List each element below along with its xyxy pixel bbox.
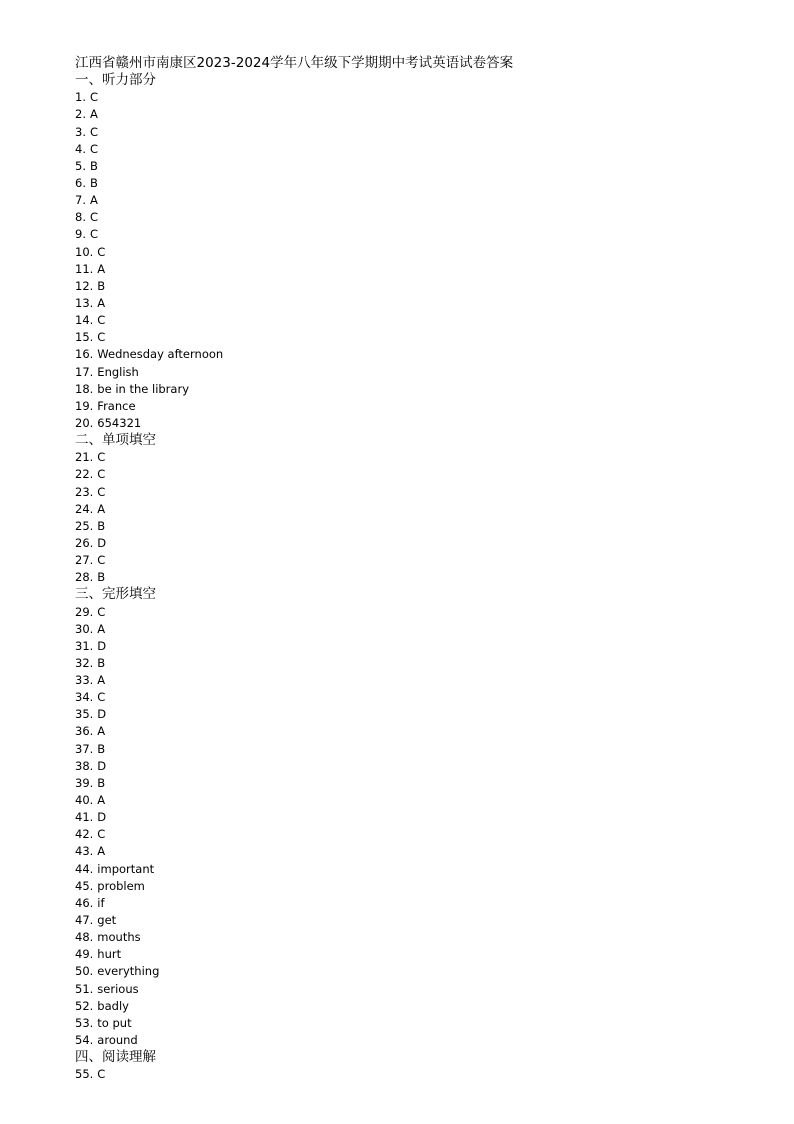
question-number: 10. (75, 244, 94, 259)
question-number: 52. (75, 998, 94, 1013)
question-number: 38. (75, 758, 94, 773)
document-title: 江西省赣州市南康区2023-2024学年八年级下学期期中考试英语试卷答案 (75, 55, 514, 71)
question-number: 22. (75, 467, 94, 482)
answer-text: D (97, 535, 107, 550)
answer-text: C (97, 450, 106, 465)
question-number: 9. (75, 227, 86, 242)
answer-text: A (89, 107, 98, 122)
answer-text: C (89, 90, 99, 105)
question-number: 18. (75, 381, 94, 396)
answer-text: A (97, 724, 106, 739)
answer-text: serious (97, 981, 139, 996)
answer-item (75, 706, 755, 723)
answer-item (75, 809, 755, 826)
answer-document (75, 55, 755, 1083)
answer-text: C (97, 330, 106, 345)
answer-item (75, 1066, 755, 1083)
question-number: 29. (75, 604, 94, 619)
question-number: 46. (75, 895, 94, 910)
answer-text: A (97, 844, 106, 859)
question-number: 21. (75, 450, 94, 465)
answer-item (75, 415, 755, 432)
answer-item (75, 244, 755, 261)
answer-text: D (97, 810, 107, 825)
question-number: 1. (75, 90, 86, 105)
answer-text: B (97, 741, 106, 756)
question-number: 40. (75, 793, 94, 808)
answer-item (75, 843, 755, 860)
answer-text: B (97, 518, 106, 533)
section-heading: 四、阅读理解 (75, 1049, 156, 1066)
question-number: 15. (75, 330, 94, 345)
answer-item (75, 723, 755, 740)
answer-text: English (97, 364, 139, 379)
question-number: 44. (75, 861, 94, 876)
question-number: 16. (75, 347, 94, 362)
answer-list (75, 72, 755, 1083)
answer-text: C (97, 1067, 106, 1082)
answer-item (75, 689, 755, 706)
question-number: 53. (75, 1015, 94, 1030)
answer-text: badly (97, 998, 129, 1013)
question-number: 7. (75, 193, 86, 208)
answer-item (75, 364, 755, 381)
answer-item (75, 295, 755, 312)
question-number: 48. (75, 930, 94, 945)
answer-item (75, 569, 755, 586)
answer-text: B (97, 278, 106, 293)
question-number: 43. (75, 844, 94, 859)
answer-text: around (97, 1033, 138, 1048)
answer-text: get (97, 913, 117, 928)
answer-item (75, 655, 755, 672)
answer-text: A (89, 193, 98, 208)
question-number: 11. (75, 261, 94, 276)
answer-text: if (97, 895, 105, 910)
answer-text: D (97, 758, 107, 773)
answer-text: C (97, 467, 106, 482)
answer-text: France (97, 398, 136, 413)
answer-text: C (97, 313, 106, 328)
answer-item (75, 912, 755, 929)
answer-item (75, 261, 755, 278)
answer-item (75, 775, 755, 792)
question-number: 37. (75, 741, 94, 756)
answer-text: A (97, 261, 106, 276)
question-number: 8. (75, 210, 86, 225)
answer-item (75, 141, 755, 158)
question-number: 39. (75, 775, 94, 790)
question-number: 45. (75, 878, 94, 893)
section-heading: 一、听力部分 (75, 72, 156, 89)
answer-text: C (89, 141, 99, 156)
question-number: 42. (75, 827, 94, 842)
section-heading: 二、单项填空 (75, 432, 156, 449)
answer-item (75, 672, 755, 689)
answer-item (75, 621, 755, 638)
answer-item (75, 826, 755, 843)
answer-text: A (97, 793, 106, 808)
question-number: 50. (75, 964, 94, 979)
answer-item (75, 758, 755, 775)
answer-item (75, 998, 755, 1015)
answer-text: B (89, 158, 98, 173)
answer-text: problem (97, 878, 145, 893)
answer-text: C (97, 604, 106, 619)
answer-item (75, 535, 755, 552)
question-number: 33. (75, 673, 94, 688)
answer-item (75, 1015, 755, 1032)
answer-item (75, 1032, 755, 1049)
answer-text: D (97, 638, 107, 653)
question-number: 2. (75, 107, 86, 122)
answer-item (75, 895, 755, 912)
question-number: 34. (75, 690, 94, 705)
question-number: 28. (75, 570, 94, 585)
answer-item (75, 741, 755, 758)
question-number: 3. (75, 124, 86, 139)
answer-item (75, 484, 755, 501)
answer-item (75, 518, 755, 535)
answer-item (75, 175, 755, 192)
question-number: 30. (75, 621, 94, 636)
question-number: 13. (75, 295, 94, 310)
answer-item (75, 226, 755, 243)
answer-text: C (97, 827, 106, 842)
answer-text: A (97, 673, 106, 688)
question-number: 23. (75, 484, 94, 499)
answer-text: C (89, 210, 99, 225)
answer-item (75, 552, 755, 569)
question-number: 6. (75, 175, 86, 190)
question-number: 47. (75, 913, 94, 928)
answer-item (75, 792, 755, 809)
answer-text: C (97, 553, 106, 568)
answer-text: C (97, 244, 106, 259)
answer-text: C (89, 124, 99, 139)
answer-item (75, 381, 755, 398)
answer-text: B (97, 570, 106, 585)
question-number: 26. (75, 535, 94, 550)
answer-text: A (97, 295, 106, 310)
answer-text: hurt (97, 947, 122, 962)
question-number: 36. (75, 724, 94, 739)
answer-item (75, 346, 755, 363)
question-number: 4. (75, 141, 86, 156)
question-number: 27. (75, 553, 94, 568)
answer-text: D (97, 707, 107, 722)
answer-item (75, 946, 755, 963)
question-number: 12. (75, 278, 94, 293)
answer-text: to put (97, 1015, 132, 1030)
answer-item (75, 209, 755, 226)
answer-text: important (97, 861, 155, 876)
question-number: 55. (75, 1067, 94, 1082)
answer-item (75, 466, 755, 483)
section-heading: 三、完形填空 (75, 586, 156, 603)
answer-text: A (97, 501, 106, 516)
answer-text: C (97, 484, 106, 499)
question-number: 51. (75, 981, 94, 996)
answer-item (75, 192, 755, 209)
answer-item (75, 89, 755, 106)
question-number: 31. (75, 638, 94, 653)
question-number: 24. (75, 501, 94, 516)
answer-text: B (89, 175, 98, 190)
question-number: 25. (75, 518, 94, 533)
question-number: 41. (75, 810, 94, 825)
answer-item (75, 106, 755, 123)
answer-text: B (97, 655, 106, 670)
question-number: 5. (75, 158, 86, 173)
answer-text: A (97, 621, 106, 636)
answer-item (75, 158, 755, 175)
answer-item (75, 449, 755, 466)
answer-item (75, 981, 755, 998)
answer-item (75, 638, 755, 655)
question-number: 35. (75, 707, 94, 722)
answer-text: everything (97, 964, 160, 979)
answer-item (75, 278, 755, 295)
question-number: 14. (75, 313, 94, 328)
question-number: 17. (75, 364, 94, 379)
question-number: 19. (75, 398, 94, 413)
question-number: 54. (75, 1033, 94, 1048)
answer-item (75, 604, 755, 621)
question-number: 32. (75, 655, 94, 670)
answer-text: be in the library (97, 381, 189, 396)
answer-item (75, 929, 755, 946)
answer-item (75, 963, 755, 980)
answer-item (75, 329, 755, 346)
answer-item (75, 124, 755, 141)
answer-text: B (97, 775, 106, 790)
answer-text: C (89, 227, 99, 242)
answer-item (75, 501, 755, 518)
answer-item (75, 312, 755, 329)
answer-item (75, 878, 755, 895)
answer-text: Wednesday afternoon (97, 347, 224, 362)
answer-item (75, 398, 755, 415)
question-number: 20. (75, 415, 94, 430)
answer-item (75, 861, 755, 878)
answer-text: C (97, 690, 106, 705)
question-number: 49. (75, 947, 94, 962)
answer-text: 654321 (97, 415, 142, 430)
answer-text: mouths (97, 930, 141, 945)
